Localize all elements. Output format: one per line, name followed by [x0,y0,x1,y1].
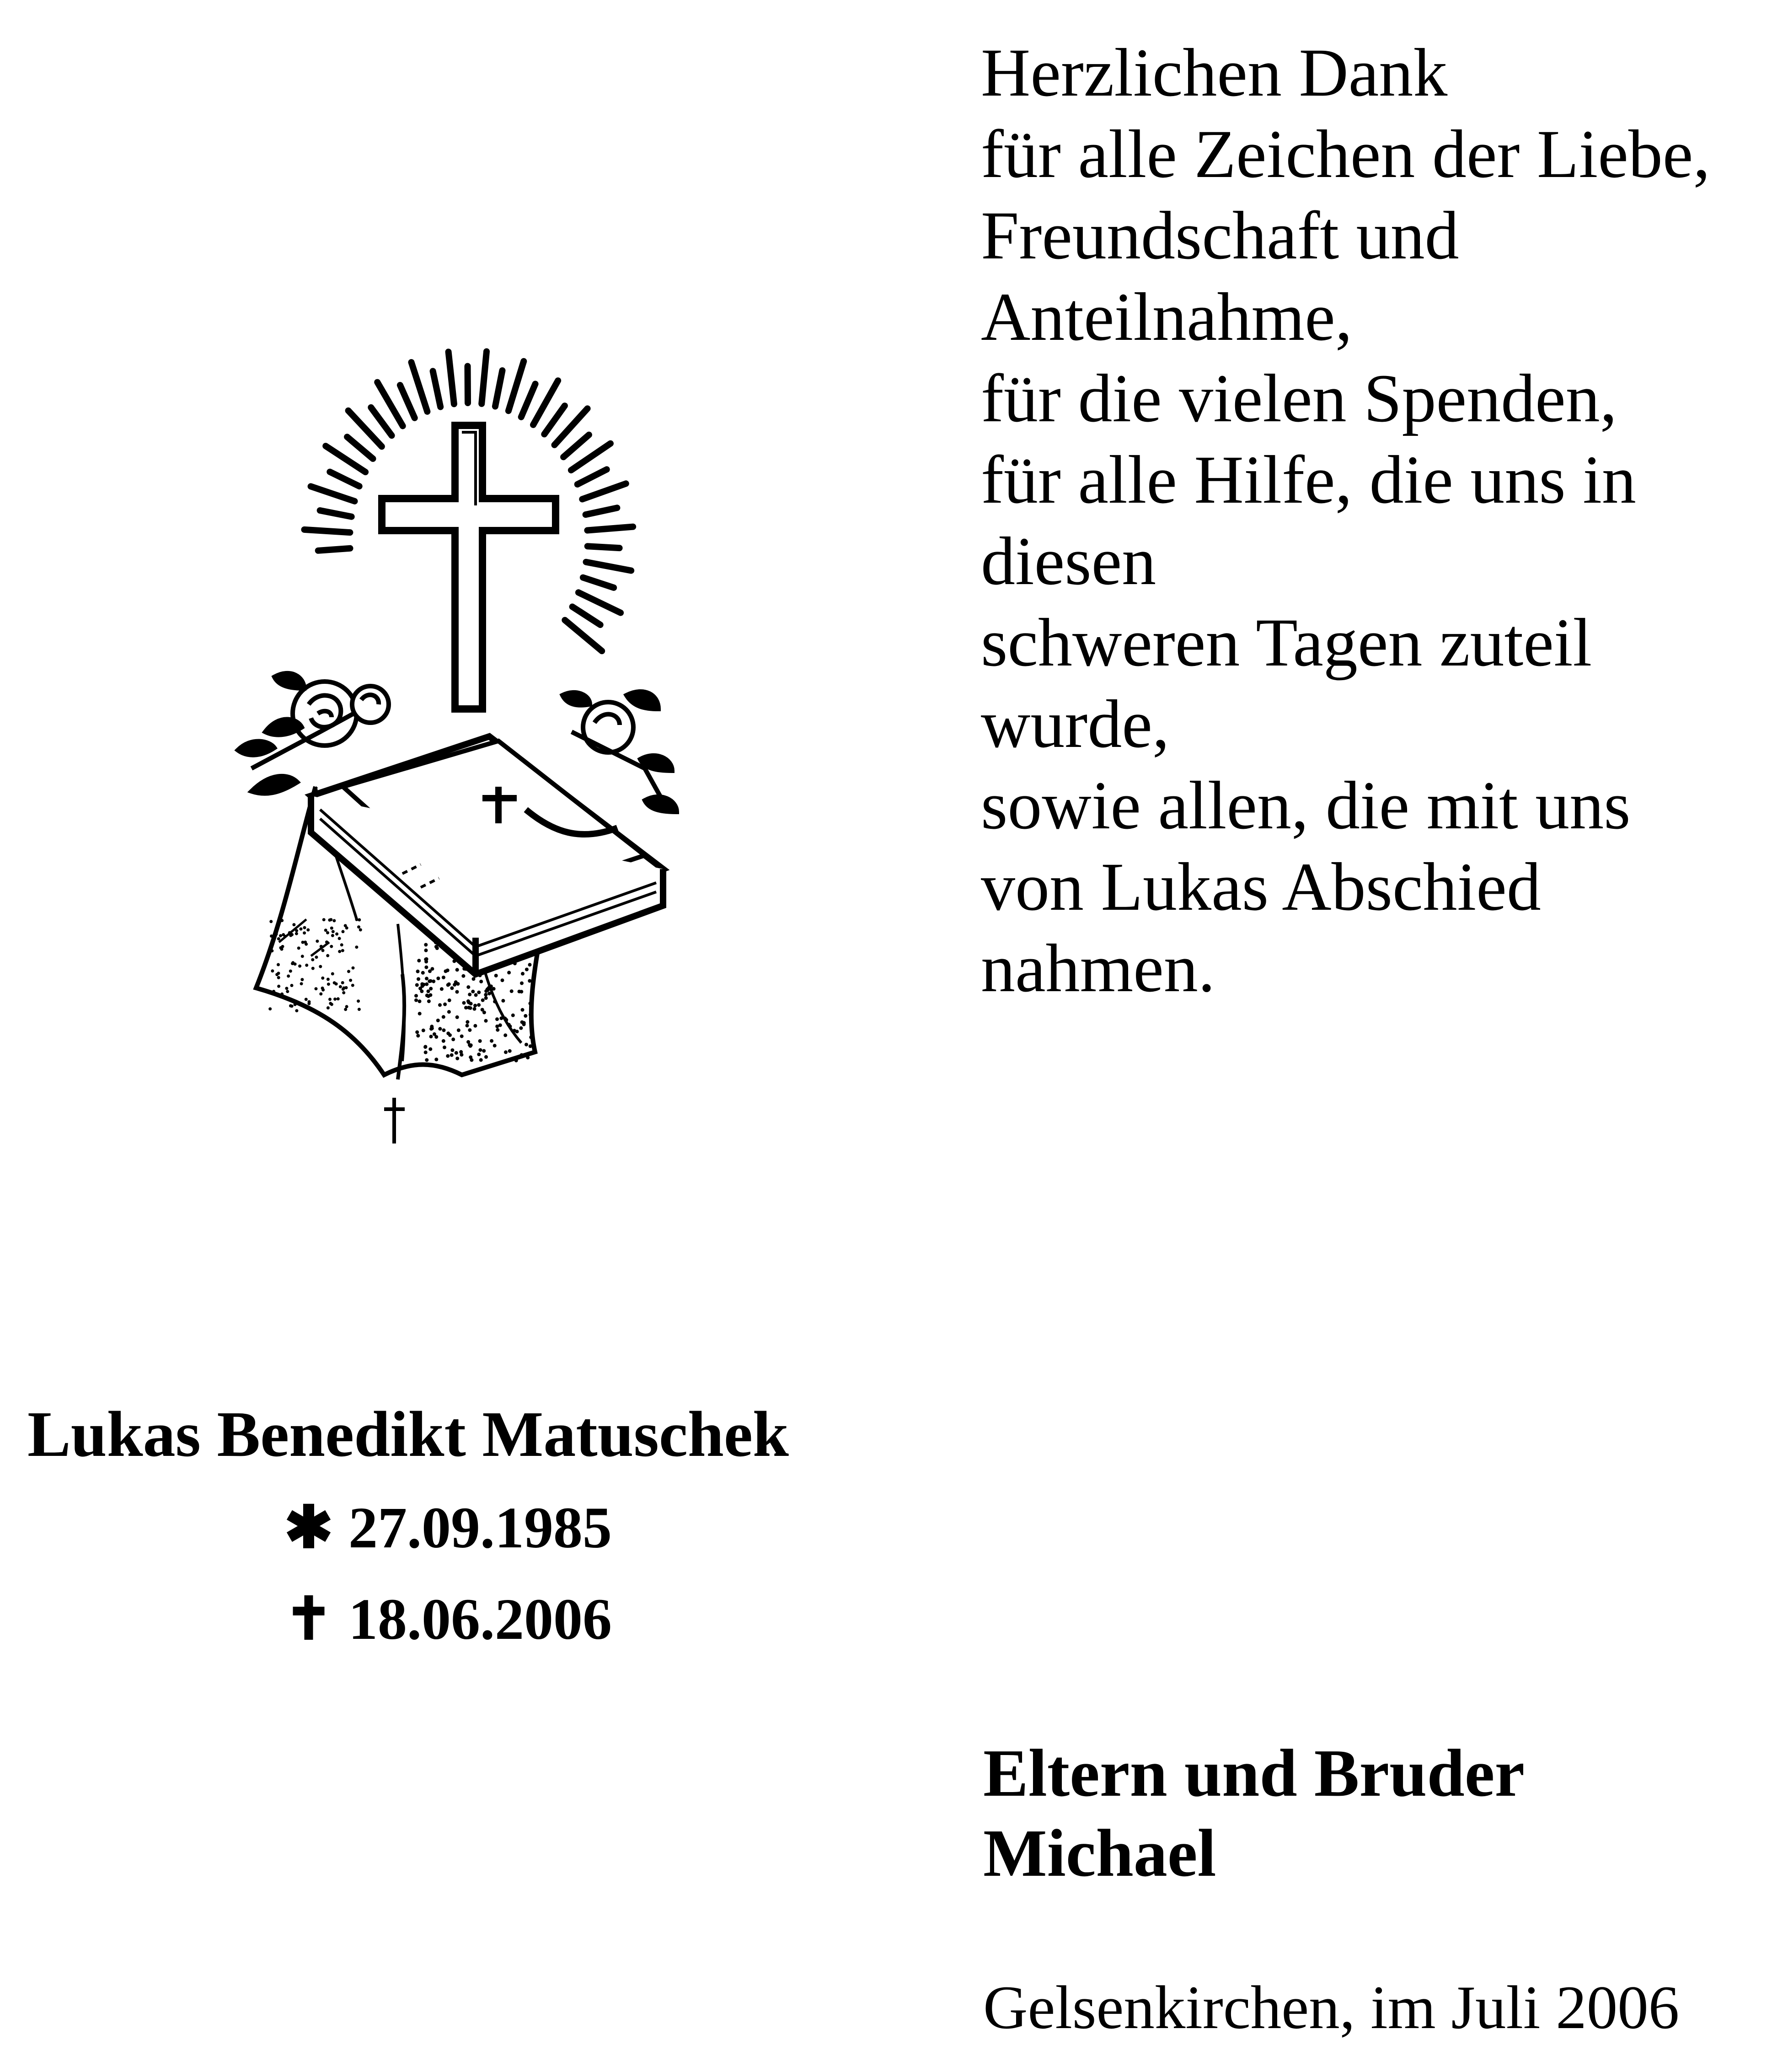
stipple-dot [455,1057,459,1060]
stipple-dot [455,968,459,972]
stipple-dot [522,1023,526,1026]
stipple-dot [455,990,459,994]
halo-ray [311,486,355,501]
stipple-dot [436,977,440,980]
stipple-dot [487,992,491,995]
stipple-dot [520,982,524,985]
stipple-dot [327,978,330,981]
stipple-dot [473,1004,477,1008]
stipple-dot [291,962,294,965]
family-signature [983,1734,1761,1894]
life-dates [284,1482,919,1665]
stipple-dot [424,1051,428,1054]
stipple-dot [335,982,338,986]
stipple-dot [333,998,337,1001]
stipple-dot [510,989,514,993]
stipple-dot [416,970,420,973]
stipple-dot [418,1012,422,1015]
stipple-dot [279,934,282,937]
stipple-dot [418,999,422,1003]
stipple-dot [330,945,333,948]
stipple-dot [493,1044,497,1047]
stipple-dot [454,980,458,984]
stipple-dot [270,934,273,938]
stipple-dot [327,982,330,986]
thanks-line: für alle Zeichen der Liebe, [981,116,1710,192]
stipple-dot [479,980,483,983]
stipple-dot [300,978,304,981]
stipple-dot [339,985,342,988]
stipple-dot [331,972,334,976]
birth-date: 27.09.1985 [348,1495,612,1560]
stipple-dot [479,1058,483,1062]
thanks-line: schweren Tagen zuteil [981,605,1592,681]
stipple-dot [478,1039,482,1043]
stipple-dot [447,982,451,986]
stipple-dot [311,967,315,970]
stipple-dot [477,991,481,994]
stipple-dot [455,1015,459,1019]
stipple-dot [450,1053,454,1057]
stipple-dot [466,1024,469,1027]
stipple-dot [427,999,431,1003]
stipple-dot [446,1031,450,1035]
stipple-dot [322,918,326,921]
stipple-dot [515,1030,519,1033]
thanks-line: für alle Hilfe, die uns in [981,442,1636,518]
stipple-dot [425,982,428,986]
stipple-dot [477,1052,481,1056]
halo-ray [433,371,441,407]
stipple-dot [434,1057,438,1061]
stipple-dot [288,931,291,934]
stipple-dot [287,975,290,978]
stipple-dot [528,979,531,983]
stipple-dot [281,945,284,948]
stipple-dot [315,955,318,959]
stipple-dot [338,950,341,953]
stipple-dot [460,1035,464,1038]
stipple-dot [432,980,435,983]
stipple-dot [490,1039,493,1043]
stipple-dot [473,1007,476,1011]
stipple-dot [340,943,343,946]
stipple-dot [355,945,358,949]
death-date: 18.06.2006 [348,1587,612,1652]
stipple-dot [524,1014,527,1018]
halo-ray [563,435,589,457]
stipple-dot [508,1049,512,1053]
stipple-dot [529,1036,533,1039]
stipple-dot [466,1020,469,1024]
stipple-dot [280,919,284,922]
stipple-dot [499,1016,503,1020]
stipple-dot [484,1055,488,1059]
thanks-line: wurde, [981,686,1170,762]
stipple-dot [305,998,308,1001]
thanks-line: Herzlichen Dank [981,35,1448,111]
stipple-dot [482,1011,486,1015]
halo-ray [586,508,617,515]
stipple-dot [467,1006,471,1009]
stipple-dot [330,927,333,930]
stipple-dot [357,999,360,1003]
stipple-dot [295,932,298,935]
stipple-dot [332,919,336,922]
stipple-dot [516,1056,520,1059]
stipple-dot [495,1017,499,1021]
stipple-dot [277,937,280,940]
stipple-dot [321,987,324,990]
deceased-name: Lukas Benedikt Matuschek [27,1398,789,1470]
halo-ray [544,406,565,434]
stipple-dot [415,983,419,987]
stipple-dot [344,924,347,927]
stipple-dot [443,1003,447,1006]
stipple-dot [417,959,421,962]
halo-ray [318,548,350,551]
stipple-dot [286,990,289,993]
stipple-dot [418,987,422,990]
stipple-dot [332,930,335,933]
stipple-dot [275,933,278,936]
halo-ray [412,362,428,412]
thanks-line: Freundschaft und [981,198,1459,274]
stipple-dot [474,993,478,997]
stipple-dot [271,969,274,972]
stipple-dot [285,987,288,990]
stipple-dot [526,1056,530,1059]
stipple-dot [451,1037,455,1041]
stipple-dot [321,977,324,980]
stipple-dot [470,1058,473,1062]
stipple-dot [275,973,278,976]
stipple-dot [327,1006,330,1009]
stipple-dot [289,1004,292,1008]
stipple-dot [326,954,329,957]
stipple-dot [417,977,420,981]
stipple-dot [421,971,425,975]
stipple-dot [269,920,273,923]
stipple-dot [424,966,428,969]
stipple-dot [303,931,306,934]
stipple-dot [430,967,434,971]
stipple-dot [481,998,485,1002]
stipple-dot [358,1008,361,1011]
stipple-dot [342,930,345,933]
stipple-dot [307,1002,310,1005]
stipple-dot [450,986,454,990]
stipple-dot [268,1007,272,1010]
stipple-dot [335,933,338,936]
halo-ray [320,510,352,517]
stipple-dot [442,1039,445,1043]
stipple-dot [295,929,298,932]
stipple-dot [301,941,305,944]
thanks-line: von Lukas Abschied [981,849,1541,925]
stipple-dot [424,949,428,952]
stipple-dot [468,993,471,996]
stipple-dot [501,999,505,1003]
stipple-dot [477,1003,481,1007]
stipple-dot [414,994,418,998]
halo-ray [583,578,614,588]
stipple-dot [277,976,280,979]
stipple-dot [434,1035,438,1039]
stipple-dot [319,965,322,968]
stipple-dot [330,1003,333,1006]
stipple-dot [328,998,332,1001]
stipple-dot [424,957,428,961]
stipple-dot [469,1043,473,1047]
stipple-dot [447,1010,451,1014]
stipple-dot [311,958,314,961]
stipple-dot [440,987,444,991]
stipple-dot [507,1023,511,1026]
cross-icon [382,425,556,709]
stipple-dot [455,1051,458,1055]
stipple-dot [344,1008,347,1011]
stipple-dot [446,1054,450,1058]
halo-ray [573,607,600,625]
stipple-dot [436,1019,440,1022]
halo-ray [330,472,359,487]
stipple-dot [300,928,303,931]
stipple-dot [357,925,360,929]
stipple-dot [428,979,431,983]
stipple-dot [457,1028,460,1032]
halo-ray [371,408,391,435]
stipple-dot [425,977,428,980]
stipple-dot [444,969,448,973]
stipple-dot [341,949,344,952]
stipple-dot [514,1059,518,1063]
stipple-dot [442,1028,446,1032]
thanks-line: diesen [981,523,1156,599]
family-line: Michael [983,1816,1216,1891]
stipple-dot [349,979,352,982]
halo-ray [578,592,621,612]
stipple-dot [443,1046,446,1049]
stipple-dot [484,993,487,997]
halo-ray [582,483,626,499]
stipple-dot [298,965,301,968]
stipple-dot [270,949,273,952]
stipple-dot [504,1050,508,1054]
cross-icon: ✝ [284,1587,333,1652]
stipple-dot [461,974,465,978]
stipple-dot [494,974,498,977]
stipple-dot [416,1034,420,1037]
stipple-dot [341,981,344,984]
stipple-dot [442,976,445,979]
thanks-line: nahmen. [981,930,1215,1006]
stipple-dot [471,990,475,993]
stipple-dot [342,991,345,994]
stipple-dot [300,982,303,985]
stipple-dot [521,1008,525,1012]
death-row [284,1573,919,1665]
halo-ray [509,361,524,411]
deceased-block [27,1395,919,1665]
stipple-dot [429,1035,433,1038]
stipple-dot [342,988,345,991]
stipple-dot [438,1003,442,1007]
stipple-dot [462,1001,466,1005]
halo-ray [482,351,487,403]
stipple-dot [352,966,355,970]
stipple-dot [422,1029,425,1032]
stipple-dot [274,929,278,933]
stipple-dot [493,1000,497,1004]
cross-bible-roses-icon [206,348,732,1171]
halo-ray [347,437,373,459]
stipple-dot [428,1047,432,1051]
stipple-dot [321,949,325,952]
stipple-dot [478,1048,482,1052]
stipple-dot [345,1005,348,1008]
stipple-dot [525,1043,528,1047]
stipple-dot [425,993,429,997]
stipple-dot [521,972,525,976]
stipple-dot [324,929,327,932]
stipple-dot [442,1015,445,1019]
stipple-dot [473,1024,477,1028]
thanks-line: für die vielen Spenden, [981,360,1617,436]
stipple-dot [320,945,323,948]
stipple-dot [277,985,280,988]
stipple-dot [511,1014,515,1017]
stipple-dot [495,1025,499,1028]
stipple-dot [345,986,348,989]
stipple-dot [507,971,511,974]
halo-ray [305,530,350,532]
stipple-dot [329,918,332,921]
halo-ray [587,527,633,531]
thanks-line: sowie allen, die mit uns [981,768,1631,843]
stipple-dot [469,1002,473,1005]
stipple-dot [315,987,318,990]
stipple-dot [420,982,424,986]
stipple-dot [305,943,308,946]
stipple-dot [529,1002,532,1005]
stipple-dot [427,989,430,993]
stipple-dot [519,1026,523,1030]
stipple-dot [525,968,529,972]
place-and-date: Gelsenkirchen, im Juli 2006 [983,1974,1680,2042]
stipple-dot [326,931,329,934]
stipple-dot [292,923,295,926]
stipple-dot [528,963,532,966]
halo-ray [588,546,620,548]
thanks-text [981,32,1781,1009]
stipple-dot [303,926,306,929]
halo-ray [586,562,632,571]
stipple-dot [337,997,340,1000]
star-icon: ✱ [284,1495,333,1560]
small-cross-icon [384,974,405,1143]
stipple-dot [280,993,284,996]
stipple-dot [503,1017,507,1020]
stipple-dot [496,1028,499,1032]
stipple-dot [529,1013,532,1016]
stipple-dot [284,935,287,938]
stipple-dot [423,1045,427,1049]
stipple-dot [520,1053,524,1057]
halo-ray [495,370,503,407]
stipple-dot [301,955,304,958]
halo-ray [578,469,607,484]
stipple-dot [518,990,521,993]
bible-icon [311,736,663,974]
stipple-dot [429,987,433,991]
halo-ray [400,385,415,418]
stipple-dot [297,1002,300,1005]
stipple-dot [316,939,319,943]
stipple-dot [529,1044,532,1048]
stipple-dot [484,996,488,1000]
stipple-dot [331,934,334,937]
thanks-line: Anteilnahme, [981,279,1353,355]
stipple-dot [290,984,294,987]
stipple-dot [501,978,504,982]
family-line: Eltern und Bruder [983,1736,1525,1811]
stipple-dot [503,1033,507,1037]
stipple-dot [466,985,470,989]
birth-row [284,1482,919,1573]
stipple-dot [468,1028,471,1032]
stipple-dot [297,946,300,950]
stipple-dot [414,998,418,1002]
stipple-dot [305,964,308,967]
stipple-dot [415,1031,419,1034]
halo-ray [449,352,454,404]
stipple-dot [450,1048,454,1052]
stipple-dot [448,998,451,1002]
stipple-dot [359,928,362,931]
stipple-dot [319,993,322,996]
stipple-dot [347,970,350,973]
stipple-dot [338,937,341,940]
stipple-dot [358,918,361,922]
stipple-dot [424,943,428,947]
stipple-dot [438,1027,442,1031]
halo-ray [521,384,535,417]
stipple-dot [430,1025,434,1028]
stipple-dot [459,1050,463,1054]
stipple-dot [294,1003,297,1006]
stipple-dot [351,984,354,987]
stipple-dot [295,1009,298,1012]
stipple-dot [272,990,275,993]
stipple-dot [325,940,328,944]
stipple-dot [484,1019,488,1023]
stipple-dot [489,984,493,988]
stipple-dot [425,1058,428,1062]
stipple-dot [306,929,310,932]
stipple-dot [277,963,280,966]
stipple-dot [289,970,292,973]
stipple-dot [530,1006,534,1010]
stipple-dot [482,1049,486,1053]
